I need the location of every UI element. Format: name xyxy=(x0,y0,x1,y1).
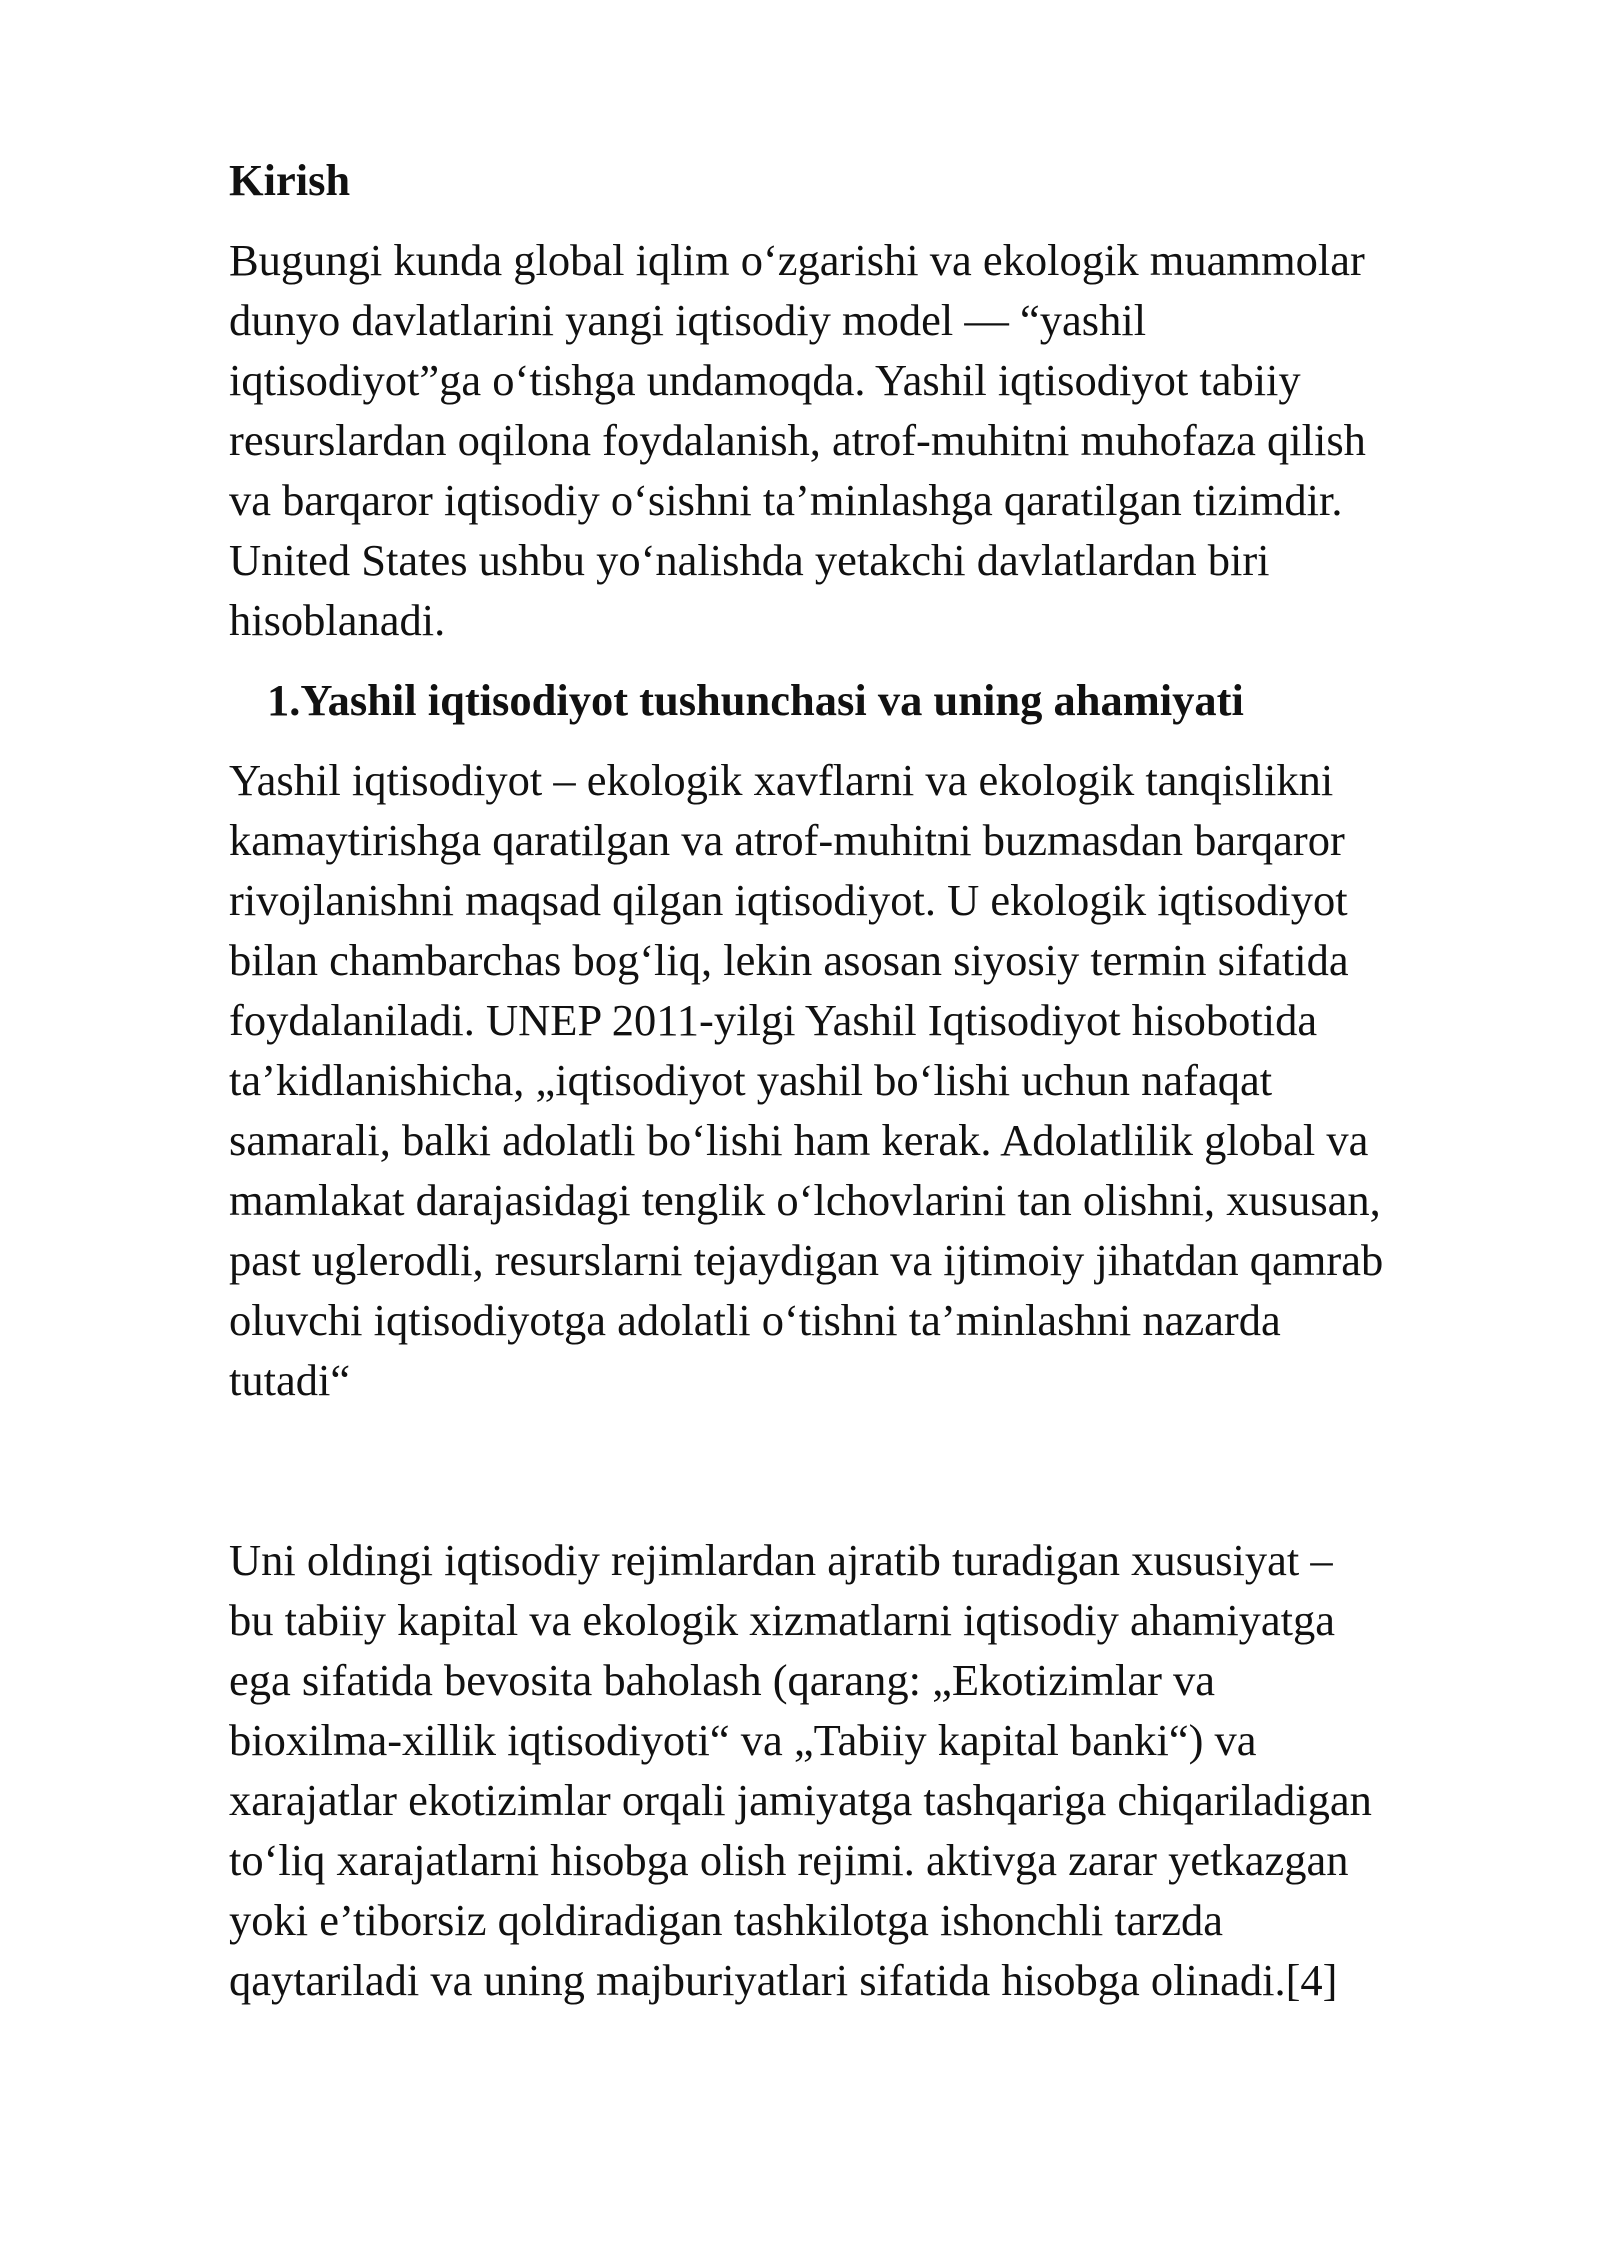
page-title: Kirish xyxy=(229,155,351,205)
definition-line: rivojlanishni maqsad qilgan iqtisodiyot. U ekologik iqtisodiyot xyxy=(229,875,1348,925)
features-paragraph xyxy=(229,1530,1519,2010)
intro-paragraph xyxy=(229,230,1519,650)
paragraph-spacer xyxy=(229,1410,1519,1530)
definition-line: past uglerodli, resurslarni tejaydigan va ijtimoiy jihatdan qamrab xyxy=(229,1235,1384,1285)
intro-line: va barqaror iqtisodiy o‘sishni ta’minlashga qaratilgan tizimdir. xyxy=(229,475,1343,525)
definition-paragraph xyxy=(229,750,1519,1410)
intro-line: resurslardan oqilona foydalanish, atrof-muhitni muhofaza qilish xyxy=(229,415,1366,465)
features-line: bu tabiiy kapital va ekologik xizmatlarni iqtisodiy ahamiyatga xyxy=(229,1595,1336,1645)
definition-line: Yashil iqtisodiyot – ekologik xavflarni va ekologik tanqislikni xyxy=(229,755,1334,805)
intro-line: hisoblanadi. xyxy=(229,595,446,645)
intro-line: dunyo davlatlarini yangi iqtisodiy model — “yashil xyxy=(229,295,1147,345)
features-line: yoki e’tiborsiz qoldiradigan tashkilotga ishonchli tarzda xyxy=(229,1895,1224,1945)
features-line: bioxilma-xillik iqtisodiyoti“ va „Tabiiy kapital banki“) va xyxy=(229,1715,1257,1765)
definition-line: kamaytirishga qaratilgan va atrof-muhitni buzmasdan barqaror xyxy=(229,815,1345,865)
features-line: ega sifatida bevosita baholash (qarang: „Ekotizimlar va xyxy=(229,1655,1216,1705)
features-line: xarajatlar ekotizimlar orqali jamiyatga tashqariga chiqariladigan xyxy=(229,1775,1372,1825)
intro-line: Bugungi kunda global iqlim o‘zgarishi va ekologik muammolar xyxy=(229,235,1365,285)
features-line: Uni oldingi iqtisodiy rejimlardan ajratib turadigan xususiyat – xyxy=(229,1535,1333,1585)
features-line: qaytariladi va uning majburiyatlari sifatida hisobga olinadi.[4] xyxy=(229,1955,1338,2005)
definition-line: oluvchi iqtisodiyotga adolatli o‘tishni ta’minlashni nazarda xyxy=(229,1295,1281,1345)
definition-line: tutadi“ xyxy=(229,1355,351,1405)
features-line: to‘liq xarajatlarni hisobga olish rejimi. aktivga zarar yetkazgan xyxy=(229,1835,1349,1885)
intro-line: iqtisodiyot”ga o‘tishga undamoqda. Yashil iqtisodiyot tabiiy xyxy=(229,355,1301,405)
document-page xyxy=(229,150,1519,2010)
definition-line: ta’kidlanishicha, „iqtisodiyot yashil bo‘lishi uchun nafaqat xyxy=(229,1055,1273,1105)
definition-line: foydalaniladi. UNEP 2011-yilgi Yashil Iqtisodiyot hisobotida xyxy=(229,995,1318,1045)
definition-line: bilan chambarchas bog‘liq, lekin asosan siyosiy termin sifatida xyxy=(229,935,1349,985)
section-heading: 1.Yashil iqtisodiyot tushunchasi va uning ahamiyati xyxy=(267,675,1244,725)
definition-line: samarali, balki adolatli bo‘lishi ham kerak. Adolatlilik global va xyxy=(229,1115,1369,1165)
intro-line: United States ushbu yo‘nalishda yetakchi davlatlardan biri xyxy=(229,535,1270,585)
definition-line: mamlakat darajasidagi tenglik o‘lchovlarini tan olishni, xususan, xyxy=(229,1175,1381,1225)
